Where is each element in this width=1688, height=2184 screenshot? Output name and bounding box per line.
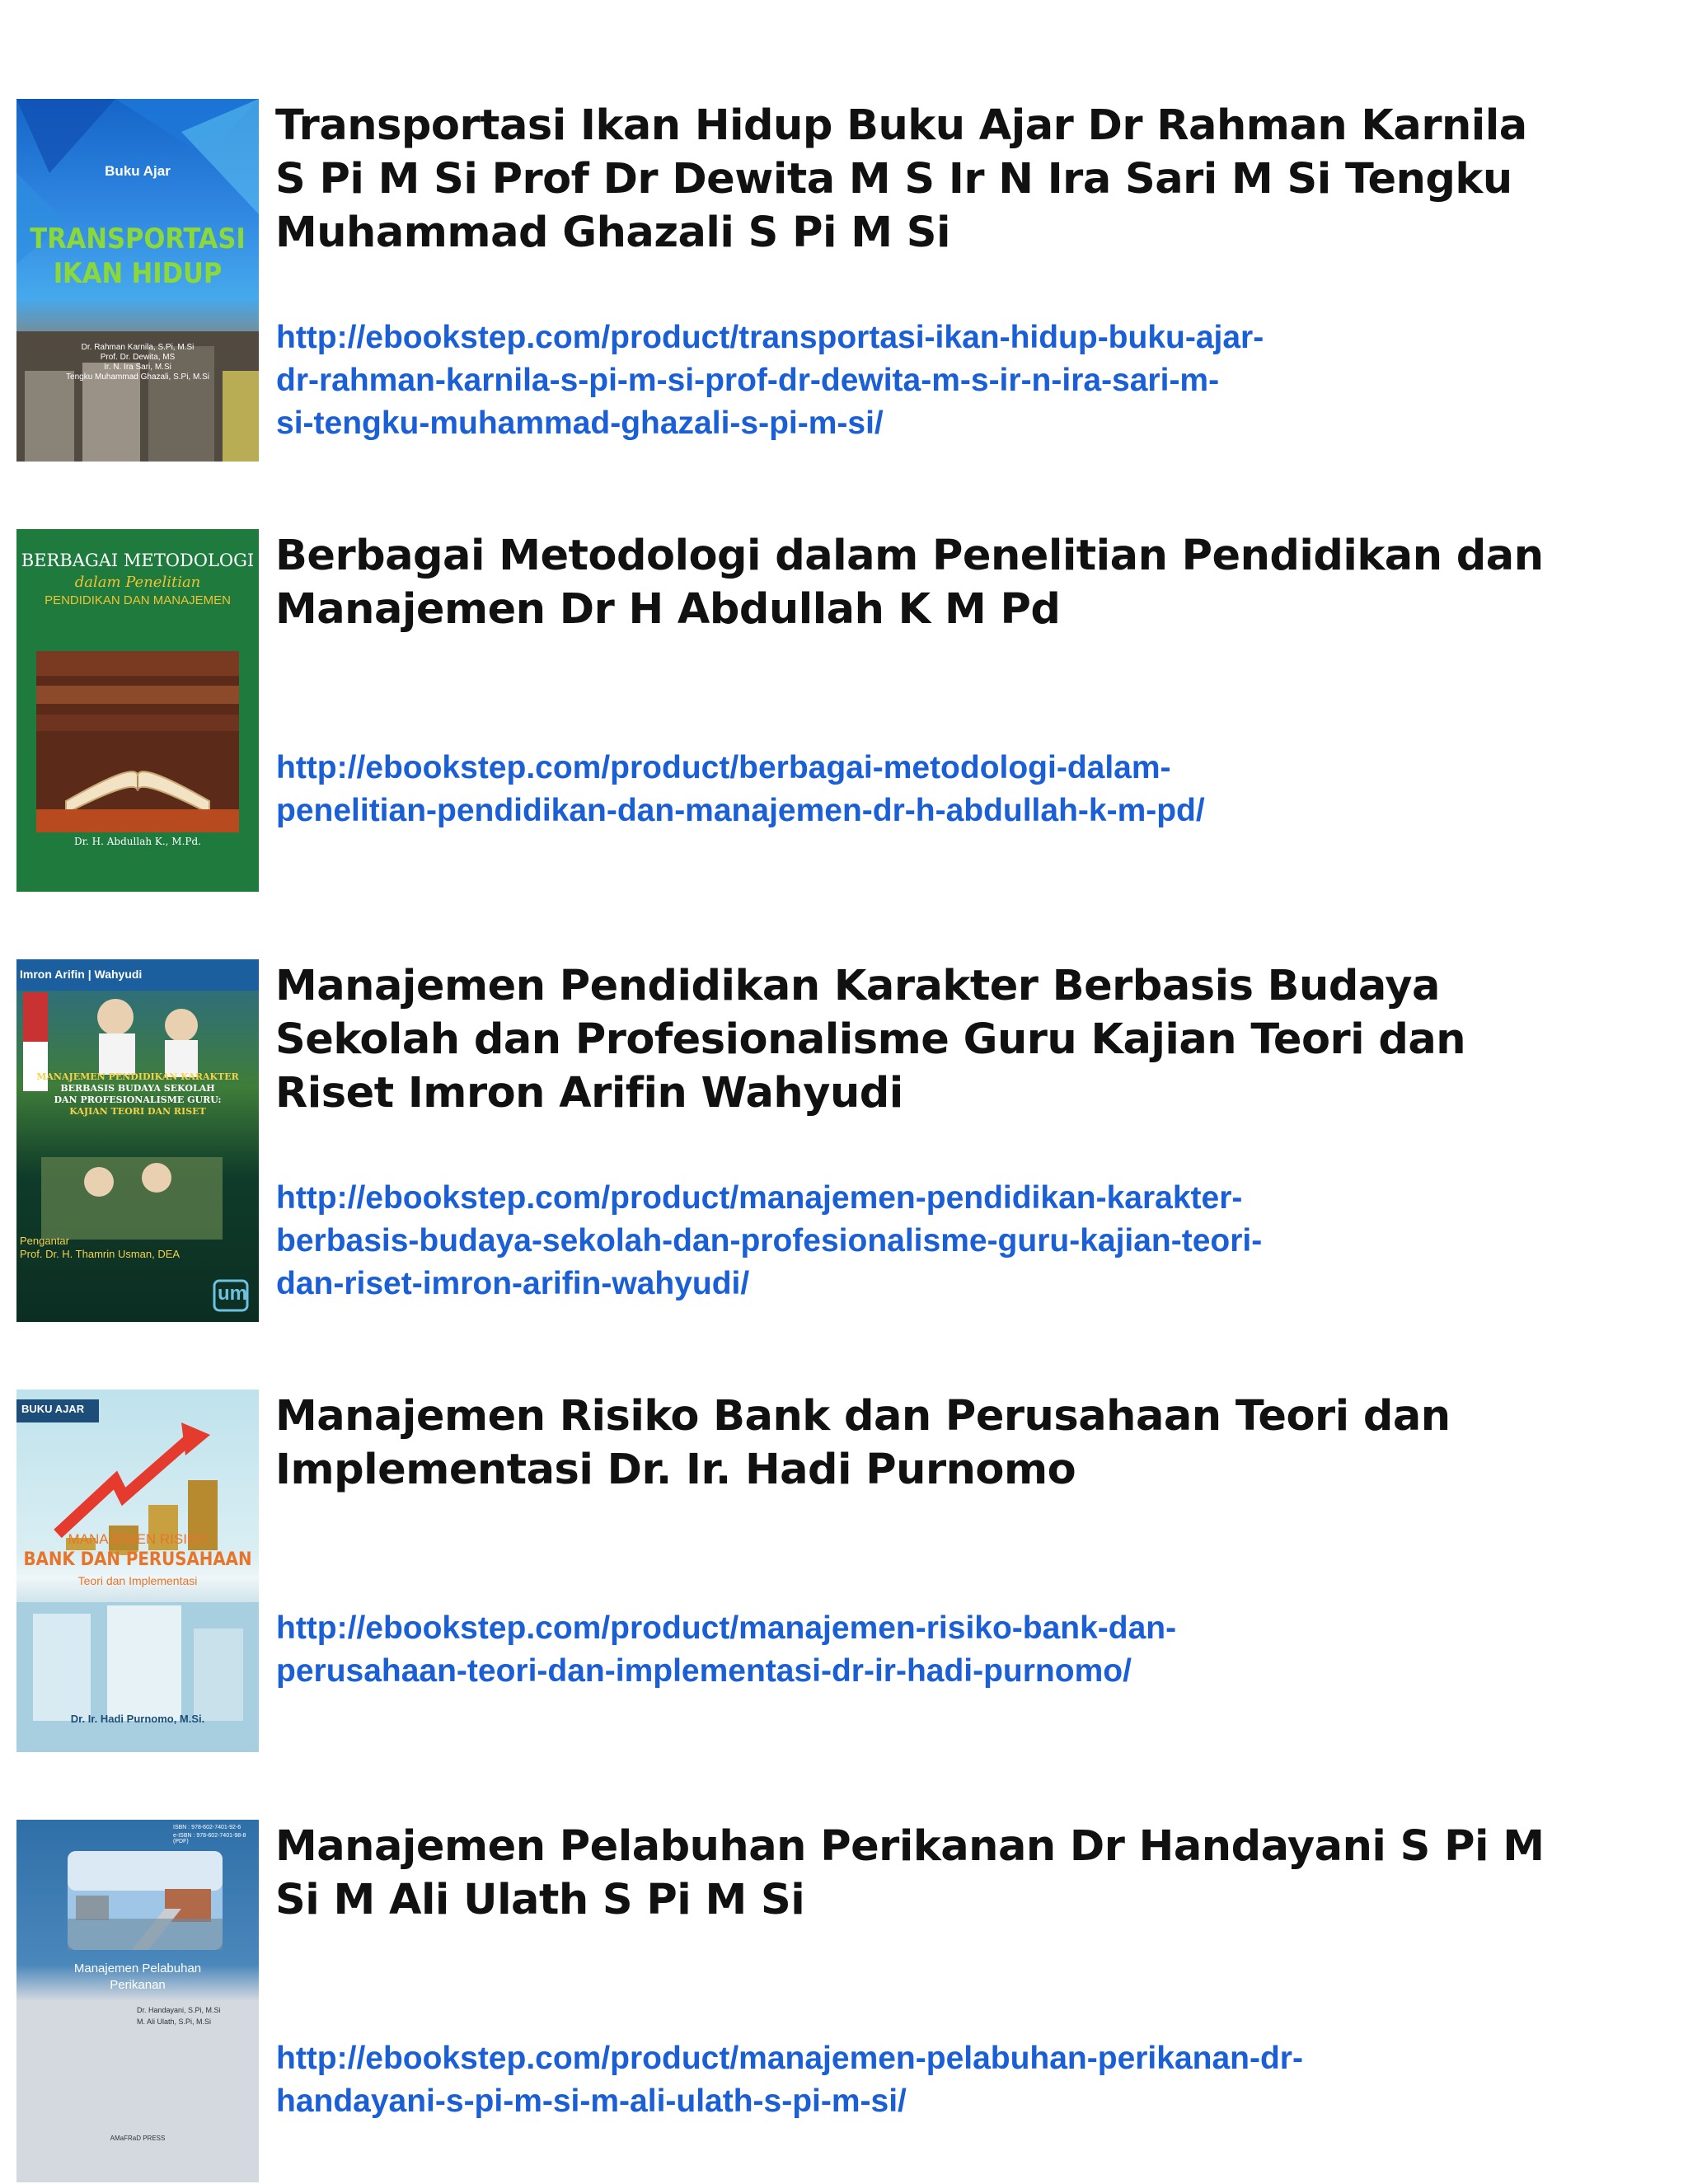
- book-link[interactable]: [276, 1177, 1447, 1305]
- cover-isbn-line: ISBN : 978-602-7401-92-6: [173, 1825, 241, 1830]
- book-link-line: http://ebookstep.com/product/manajemen-risiko-bank-dan-: [276, 1610, 1177, 1646]
- cover-title-line: TRANSPORTASI: [30, 223, 246, 255]
- cover-art: [16, 1820, 259, 2182]
- cover-author-line: Dr. Rahman Karnila, S.Pi, M.Si: [81, 343, 195, 352]
- cover-publisher: AMaFRaD PRESS: [110, 2135, 166, 2142]
- book-title: Manajemen Risiko Bank dan Perusahaan Teori dan Implementasi Dr. Ir. Hadi Purnomo: [275, 1392, 1451, 1494]
- cover-authors: Imron Arifin | Wahyudi: [20, 968, 143, 981]
- cover-title-line: Manajemen Pelabuhan: [73, 1961, 202, 1975]
- cover-title-line: BERBASIS BUDAYA SEKOLAH: [60, 1083, 215, 1094]
- book-entry: [16, 529, 1566, 892]
- cover-title-line: DAN PROFESIONALISME GURU:: [54, 1094, 222, 1105]
- cover-author-line: Tengku Muhammad Ghazali, S.Pi, M.Si: [66, 373, 209, 382]
- book-link[interactable]: [276, 747, 1447, 832]
- cover-series: BUKU AJAR: [21, 1403, 85, 1415]
- book-link-line: http://ebookstep.com/product/manajemen-pendidikan-karakter-: [276, 1180, 1243, 1216]
- cover-foreword: Prof. Dr. H. Thamrin Usman, DEA: [20, 1248, 181, 1260]
- cover-series: Buku Ajar: [105, 163, 171, 179]
- book-title: Manajemen Pendidikan Karakter Berbasis Budaya Sekolah dan Profesionalisme Guru Kajian Teori dan Riset Imron Arifin Wahyudi: [275, 962, 1466, 1118]
- book-title: Berbagai Metodologi dalam Penelitian Pendidikan dan Manajemen Dr H Abdullah K M Pd: [275, 532, 1544, 634]
- cover-title-line: IKAN HIDUP: [53, 257, 223, 290]
- book-link[interactable]: [276, 1607, 1447, 1693]
- cover-art: [16, 959, 259, 1322]
- book-cover-image[interactable]: [16, 1390, 259, 1752]
- cover-foreword-label: Pengantar: [20, 1235, 69, 1247]
- book-link-line: perusahaan-teori-dan-implementasi-dr-ir-hadi-purnomo/: [276, 1653, 1132, 1689]
- cover-author-line: Prof. Dr. Dewita, MS: [100, 353, 176, 362]
- cover-title-big: BANK DAN PERUSAHAAN: [23, 1549, 252, 1570]
- book-link-line: dan-riset-imron-arifin-wahyudi/: [276, 1266, 750, 1301]
- cover-subtitle: Teori dan Implementasi: [77, 1574, 198, 1587]
- cover-subtitle: PENDIDIKAN DAN MANAJEMEN: [45, 593, 231, 607]
- book-link-line: berbasis-budaya-sekolah-dan-profesionalisme-guru-kajian-teori-: [276, 1223, 1263, 1258]
- book-link-line: dr-rahman-karnila-s-pi-m-si-prof-dr-dewita-m-s-ir-n-ira-sari-m-: [276, 363, 1220, 398]
- cover-title-small: MANAJEMEN RISIKO: [68, 1531, 208, 1547]
- book-link-line: si-tengku-muhammad-ghazali-s-pi-m-si/: [276, 405, 884, 441]
- book-cover-image[interactable]: [16, 1820, 259, 2182]
- cover-author-line: Ir. N. Ira Sari, M.Si: [104, 363, 171, 372]
- cover-script-line: dalam Penelitian: [74, 574, 201, 591]
- book-title: Manajemen Pelabuhan Perikanan Dr Handayani S Pi M Si M Ali Ulath S Pi M Si: [275, 1822, 1545, 1924]
- book-link-line: http://ebookstep.com/product/berbagai-metodologi-dalam-: [276, 750, 1171, 785]
- cover-author: Dr. Ir. Hadi Purnomo, M.Si.: [70, 1713, 205, 1725]
- cover-isbn-line: e-ISBN : 978-602-7401-98-8 (PDF): [173, 1833, 246, 1844]
- cover-author-line: M. Ali Ulath, S.Pi, M.Si: [137, 2018, 212, 2026]
- book-link-line: http://ebookstep.com/product/transportasi-ikan-hidup-buku-ajar-: [276, 320, 1264, 355]
- cover-title-line: Perikanan: [110, 1978, 166, 1992]
- cover-art: [16, 1390, 259, 1752]
- cover-title-line: MANAJEMEN PENDIDIKAN KARAKTER: [36, 1071, 239, 1082]
- cover-title-line: BERBAGAI METODOLOGI: [21, 551, 255, 570]
- book-entry: [16, 1390, 1566, 1752]
- book-link-line: penelitian-pendidikan-dan-manajemen-dr-h-abdullah-k-m-pd/: [276, 793, 1205, 828]
- book-cover-image[interactable]: [16, 529, 259, 892]
- book-link[interactable]: [276, 2037, 1447, 2123]
- book-cover-image[interactable]: [16, 99, 259, 462]
- cover-author-line: Dr. Handayani, S.Pi, M.Si: [137, 2006, 221, 2014]
- book-cover-image[interactable]: [16, 959, 259, 1322]
- book-title: Transportasi Ikan Hidup Buku Ajar Dr Rahman Karnila S Pi M Si Prof Dr Dewita M S Ir N Ira Sari M Si Tengku Muhammad Ghazali S Pi M Si: [275, 101, 1527, 257]
- cover-publisher: um: [218, 1282, 247, 1305]
- book-link-line: http://ebookstep.com/product/manajemen-pelabuhan-perikanan-dr-: [276, 2041, 1303, 2076]
- book-entry: [16, 959, 1566, 1322]
- book-link-line: handayani-s-pi-m-si-m-ali-ulath-s-pi-m-si/: [276, 2083, 907, 2119]
- book-entry: [16, 1820, 1566, 2182]
- book-entry: [16, 99, 1566, 462]
- book-link[interactable]: [276, 316, 1447, 445]
- cover-author: Dr. H. Abdullah K., M.Pd.: [74, 836, 201, 847]
- cover-title-line: KAJIAN TEORI DAN RISET: [69, 1106, 206, 1117]
